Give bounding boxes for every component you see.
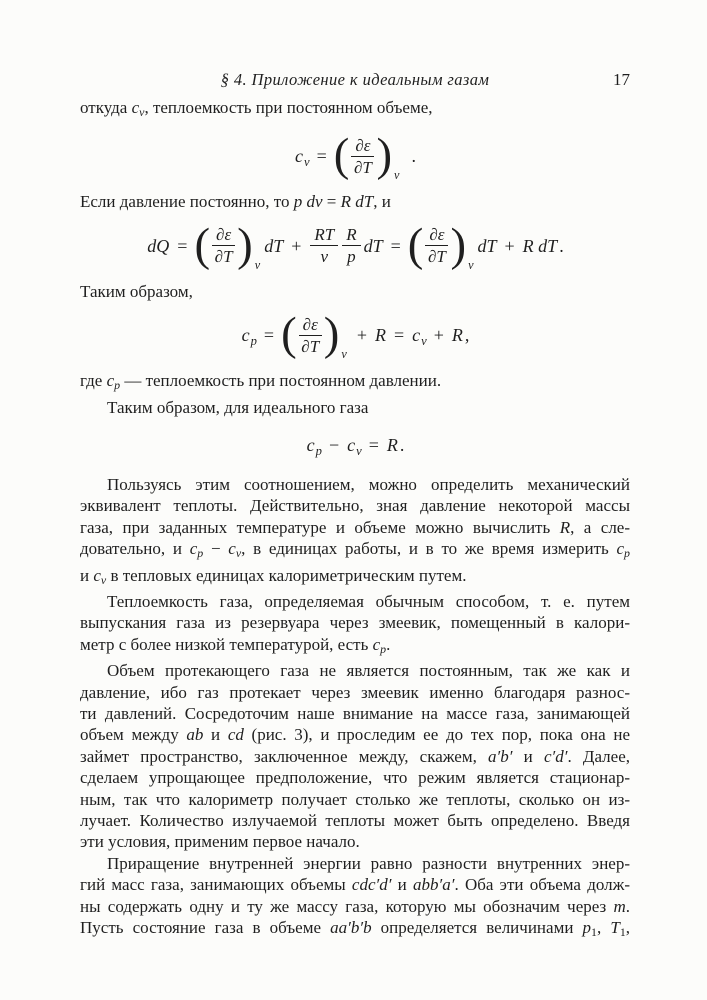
math-var: R xyxy=(374,325,386,346)
text-line xyxy=(80,612,630,633)
text-run: Таким образом, для идеального газа xyxy=(107,397,369,417)
text-line xyxy=(80,634,630,660)
text-run: довательно, и xyxy=(80,539,190,559)
math-var: p dv xyxy=(293,192,323,212)
punctuation: . xyxy=(399,434,405,455)
math-var: cdc′d′ xyxy=(351,875,392,895)
punctuation: . xyxy=(411,146,416,167)
subscript: 1 xyxy=(619,924,626,939)
subscript: v xyxy=(356,443,362,458)
text-run: Теплоемкость газа, определяемая обычным способом, т. е. путем xyxy=(107,591,630,611)
math-var: c xyxy=(372,634,381,654)
section-title: Приложение к идеальным газам xyxy=(251,70,490,89)
paren-subscript: v xyxy=(341,347,347,362)
math-var: T xyxy=(610,918,620,937)
page-number: 17 xyxy=(613,70,630,89)
text-line xyxy=(80,495,630,516)
text-run: , xyxy=(596,918,611,937)
subscript: v xyxy=(235,546,242,561)
text-line xyxy=(80,474,630,495)
text-run: метр с более низкой температурой, есть xyxy=(80,634,373,654)
fraction xyxy=(299,315,322,356)
subscript: p xyxy=(197,546,204,561)
math-var: a′b′ xyxy=(488,746,513,766)
text-line xyxy=(80,746,630,767)
subscript: 1 xyxy=(591,924,597,939)
math-var: c′d′ xyxy=(543,746,568,766)
text-run: Таким образом, xyxy=(80,281,193,301)
text-line xyxy=(80,281,630,302)
text-run: , теплоемкость при постоянном объеме, xyxy=(144,98,433,117)
operator: + xyxy=(291,235,302,256)
paren-fraction: ( $\frac{\partial\varepsilon}{\partial T}$ ) v xyxy=(334,146,403,166)
math-var: c xyxy=(131,98,140,117)
text-run: , xyxy=(625,918,631,937)
text-run: ти давлений. Сосредоточим наше внимание на массе газа, занимающей xyxy=(80,703,630,723)
text-run: , и xyxy=(373,192,391,212)
math-var: dT xyxy=(477,235,497,256)
operator: = xyxy=(368,434,379,455)
math-var: c xyxy=(412,325,421,346)
text-line xyxy=(80,397,630,418)
text-run: ным, так что калориметр получает столько же теплоты, сколько он из- xyxy=(80,789,630,809)
paren-subscript: v xyxy=(468,257,474,272)
section-number: § 4. xyxy=(220,70,247,89)
formula xyxy=(80,218,630,273)
denominator: ∂T xyxy=(353,157,372,177)
text-run: . xyxy=(625,896,630,916)
math-var: R dT xyxy=(522,235,558,256)
paren-subscript: v xyxy=(254,257,261,272)
math-var: c xyxy=(106,371,115,391)
text-run: объем между xyxy=(80,725,187,745)
text-line xyxy=(80,703,630,724)
math-var: ab xyxy=(186,725,204,745)
text-run: . xyxy=(386,634,391,654)
text-run: Пусть состояние газа в объеме xyxy=(80,918,331,937)
text-run: займет пространство, заключенное между, скажем, xyxy=(80,746,489,766)
punctuation: . xyxy=(559,235,564,256)
operator: = xyxy=(390,235,401,256)
math-var: abb′a′ xyxy=(413,875,455,895)
operator: = xyxy=(393,325,405,346)
text-run: и xyxy=(203,725,228,745)
numerator: R xyxy=(342,225,360,246)
paren-fraction: ( $\frac{\partial\varepsilon}{\partial T}$ ) v xyxy=(408,236,477,256)
text-run: откуда xyxy=(80,98,132,117)
text-run: где xyxy=(80,371,107,391)
paren-subscript: v xyxy=(394,168,400,183)
fraction xyxy=(212,225,235,266)
formula xyxy=(80,310,630,362)
text-line xyxy=(80,565,630,591)
math-var: cd xyxy=(227,725,244,745)
text-run: сделаем упрощающее предположение, что режим является стационар- xyxy=(80,768,630,788)
text-line xyxy=(80,97,630,123)
subscript: p xyxy=(315,443,322,458)
numerator: ∂ε xyxy=(212,225,235,246)
denominator: ∂T xyxy=(301,336,320,356)
subscript: v xyxy=(421,333,427,348)
text-run: и xyxy=(80,565,94,585)
subscript: p xyxy=(250,333,257,348)
text-run: Объем протекающего газа не является постоянным, так же как и xyxy=(107,661,630,681)
math-var: c xyxy=(616,539,625,559)
math-var: dT xyxy=(264,235,284,256)
text-run: и xyxy=(512,746,544,766)
fraction xyxy=(342,225,360,266)
subscript: v xyxy=(304,155,310,170)
text-run: , в единицах работы, и в то же время измерить xyxy=(241,539,617,559)
denominator: ∂T xyxy=(214,247,233,267)
math-var: R dT xyxy=(340,192,374,212)
text-run: в тепловых единицах калориметрическим путем. xyxy=(106,565,467,585)
math-var: c xyxy=(347,434,356,455)
text-line xyxy=(80,660,630,681)
math-var: dT xyxy=(363,235,383,256)
numerator: ∂ε xyxy=(299,315,322,336)
operator: + xyxy=(356,325,367,346)
denominator: ∂T xyxy=(427,247,446,267)
paren-fraction: ( $\frac{\partial\varepsilon}{\partial T}$ ) v xyxy=(281,325,350,345)
math-var: c xyxy=(306,434,315,455)
formula xyxy=(80,131,630,183)
text-run: Приращение внутренней энергии равно разности внутренних энер- xyxy=(107,853,630,873)
numerator: ∂ε xyxy=(351,136,374,157)
fraction xyxy=(351,136,374,177)
text-line xyxy=(80,724,630,745)
text-line xyxy=(80,831,630,852)
fraction xyxy=(310,225,338,266)
text-run: — теплоемкость при постоянном давлении. xyxy=(120,371,442,391)
text-run: (рис. 3), и проследим ее до тех пор, пока она не xyxy=(243,725,630,745)
text-line xyxy=(80,591,630,612)
subscript: v xyxy=(139,104,145,119)
operator: = xyxy=(263,325,275,346)
text-run: давление, ибо газ протекает через змеевик именно благодаря разнос- xyxy=(80,682,630,702)
text-line xyxy=(80,767,630,788)
text-run: , а сле- xyxy=(570,517,631,537)
text-run: лучает. Количество излучаемой теплоты может быть определено. Введя xyxy=(80,810,630,830)
subscript: p xyxy=(114,378,121,393)
text-line xyxy=(80,874,630,895)
text-line xyxy=(80,538,630,564)
operator: = xyxy=(316,146,327,167)
math-var: c xyxy=(241,325,250,346)
fraction xyxy=(425,225,448,266)
operator: − xyxy=(328,434,340,455)
page-content xyxy=(80,97,630,943)
math-var: R xyxy=(451,325,463,346)
text-line xyxy=(80,853,630,874)
section-heading xyxy=(80,70,630,90)
text-run: эквивалент теплоты. Действительно, зная давление некоторой массы xyxy=(80,496,630,516)
text-line xyxy=(80,517,630,538)
formula xyxy=(80,433,630,457)
math-var: p xyxy=(582,918,592,937)
text-run: ны содержать одну и ту же массу газа, которую мы обозначим через xyxy=(80,896,614,916)
denominator: v xyxy=(320,247,329,267)
text-run: . Далее, xyxy=(567,746,630,766)
math-var: R xyxy=(386,434,398,455)
numerator: RT xyxy=(310,225,338,246)
text-run: выпускания газа из резервуара через змеевик, помещенный в калори- xyxy=(80,613,630,633)
operator: + xyxy=(504,235,515,256)
text-run: гий масс газа, занимающих объемы xyxy=(80,875,352,895)
text-run: газа, при заданных температуре и объеме можно вычислить xyxy=(80,517,560,537)
math-var: aa′b′b xyxy=(330,918,372,937)
operator: = xyxy=(177,235,188,256)
page-header xyxy=(80,70,630,92)
punctuation: , xyxy=(464,325,470,346)
text-run: − xyxy=(203,539,229,559)
math-var: dQ xyxy=(147,235,170,256)
subscript: p xyxy=(624,546,630,561)
paren-fraction: ( $\frac{\partial\varepsilon}{\partial T}$ ) v xyxy=(194,236,263,256)
text-run: Пользуясь этим соотношением, можно определить механический xyxy=(107,474,630,494)
text-line xyxy=(80,682,630,703)
denominator: p xyxy=(347,247,356,267)
math-var: c xyxy=(228,539,236,559)
text-run: эти условия, применим первое начало. xyxy=(80,832,360,852)
text-run: Если давление постоянно, то xyxy=(80,192,294,212)
text-run: . Оба эти объема долж- xyxy=(454,875,631,895)
text-line xyxy=(80,191,630,212)
text-line xyxy=(80,810,630,831)
text-line xyxy=(80,789,630,810)
text-line xyxy=(80,917,630,943)
operator: + xyxy=(433,325,444,346)
subscript: p xyxy=(380,641,387,656)
text-run: = xyxy=(322,192,341,212)
subscript: v xyxy=(100,572,107,587)
text-run: определяется величинами xyxy=(371,918,583,937)
text-line xyxy=(80,896,630,917)
math-var: R xyxy=(559,517,571,537)
math-var: c xyxy=(189,539,198,559)
numerator: ∂ε xyxy=(425,225,448,246)
text-run: и xyxy=(391,875,414,895)
math-var: c xyxy=(93,565,101,585)
math-var: c xyxy=(295,146,303,167)
text-line xyxy=(80,370,630,396)
math-var: m xyxy=(613,896,626,916)
